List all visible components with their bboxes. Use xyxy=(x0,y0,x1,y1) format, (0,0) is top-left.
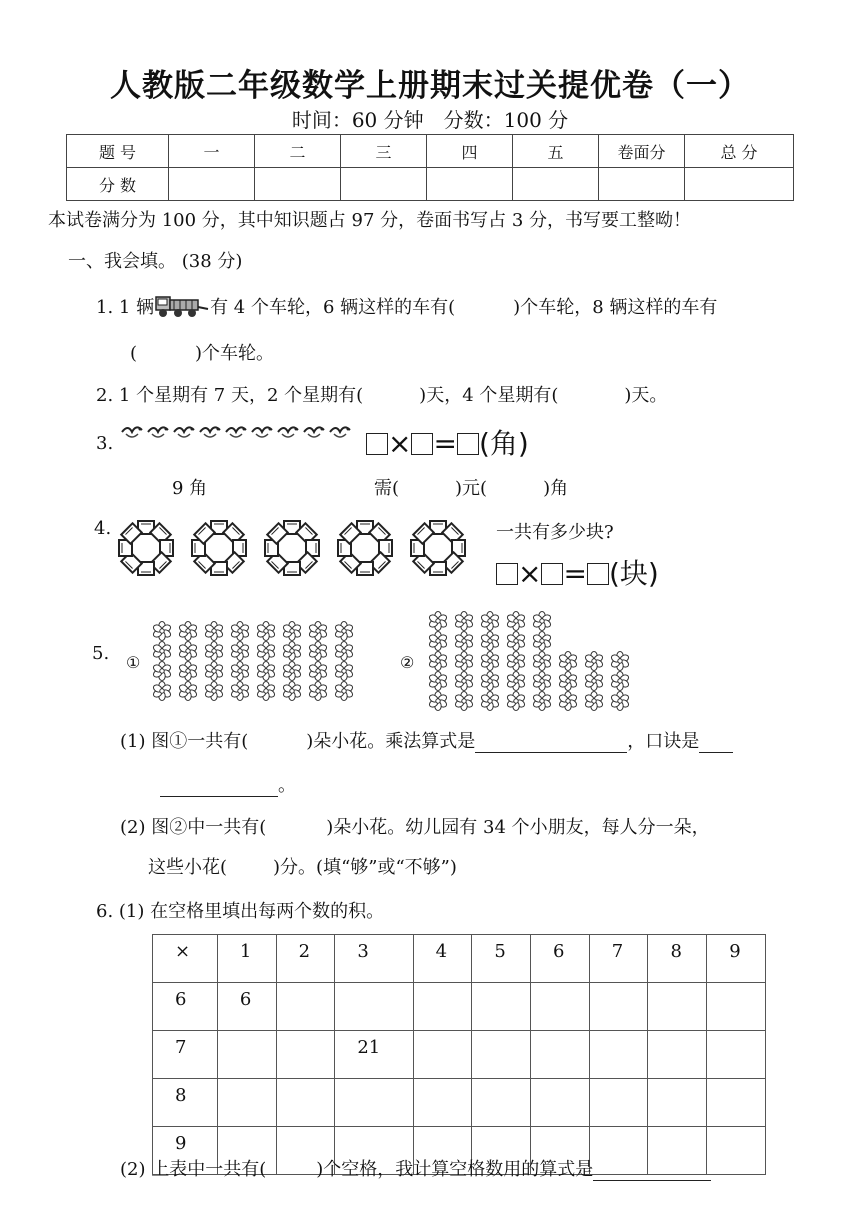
score-row-label: 分 数 xyxy=(67,168,169,201)
flower-icon xyxy=(308,622,328,641)
flower-grid-2 xyxy=(426,610,646,714)
mult-table-row-header: 6 xyxy=(153,983,218,1031)
flower-icon xyxy=(152,682,172,701)
score-header-cell: 四 xyxy=(427,135,513,168)
flower-icon xyxy=(256,642,276,661)
flower-icon xyxy=(532,692,552,711)
flower-icon xyxy=(152,642,172,661)
flower-icon xyxy=(506,692,526,711)
flower-icon xyxy=(584,672,604,691)
flower-icon xyxy=(532,632,552,651)
mult-table-cell[interactable] xyxy=(217,1031,276,1079)
flower-icon xyxy=(610,692,630,711)
flower-icon xyxy=(480,692,500,711)
mult-table-row-header: 7 xyxy=(153,1031,218,1079)
flower-icon xyxy=(334,642,354,661)
flower-icon xyxy=(480,652,500,671)
flower-icon xyxy=(454,612,474,631)
flower-icon xyxy=(204,682,224,701)
score-header-cell: 五 xyxy=(513,135,599,168)
flower-icon xyxy=(584,652,604,671)
flower-icon xyxy=(454,672,474,691)
q5-sub1-line2 xyxy=(160,771,296,797)
q5-sub1-rhyme-line[interactable] xyxy=(699,732,733,753)
flower-icon xyxy=(334,622,354,641)
q1-open-paren: ( xyxy=(130,343,138,364)
mult-table-cell[interactable] xyxy=(413,1079,472,1127)
q6-sub2-b: )个空格，我计算空格数用的算式是 xyxy=(316,1159,594,1180)
bird-icon xyxy=(226,427,246,437)
q2-text-b: )天，4 个星期有( xyxy=(419,385,559,406)
flower-icon xyxy=(204,662,224,681)
flower-icon xyxy=(282,642,302,661)
flower-icon xyxy=(178,682,198,701)
flower-icon xyxy=(256,682,276,701)
flower-icon xyxy=(282,662,302,681)
q4-num: 4. xyxy=(94,518,112,539)
fig2-label: ② xyxy=(400,653,415,672)
fig1-label: ① xyxy=(126,653,141,672)
flower-icon xyxy=(282,682,302,701)
exam-time-score: 时间：60 分钟 分数：100 分 xyxy=(291,108,569,132)
truck-icon xyxy=(154,293,210,317)
mult-table-header-cell: 5 xyxy=(472,935,531,983)
mult-table-row xyxy=(153,983,766,1031)
times-sign: × xyxy=(518,557,542,590)
flower-icon xyxy=(204,622,224,641)
flower-icon xyxy=(152,622,172,641)
q1-num: 1. 1 辆 xyxy=(96,297,155,318)
bird-icon xyxy=(200,427,220,437)
flower-icon xyxy=(506,612,526,631)
score-header-cell: 总 分 xyxy=(685,135,794,168)
q3-need-line xyxy=(374,474,568,500)
mult-table-header-cell: 1 xyxy=(217,935,276,983)
mult-table-cell[interactable] xyxy=(276,1031,335,1079)
mult-table-header-cell: 2 xyxy=(276,935,335,983)
score-header-cell: 题 号 xyxy=(67,135,169,168)
block-ring-icon xyxy=(411,521,465,575)
multiplication-table xyxy=(152,934,766,1175)
mult-table-cell[interactable] xyxy=(413,1031,472,1079)
flower-icon xyxy=(282,622,302,641)
score-header-cell: 一 xyxy=(169,135,255,168)
flower-grid-1 xyxy=(150,620,370,704)
q5-sub2-line2 xyxy=(148,853,457,879)
flower-icon xyxy=(506,652,526,671)
q5-sub2-b: )朵小花。幼儿园有 34 个小朋友，每人分一朵， xyxy=(326,817,710,838)
flower-icon xyxy=(558,692,578,711)
q5-sub1-a: (1) 图①一共有( xyxy=(120,731,249,752)
mult-table-header-cell: 3 xyxy=(335,935,413,983)
section-1-heading: 一、我会填。 (38 分) xyxy=(68,251,243,272)
q3-equation xyxy=(366,422,529,462)
flower-icon xyxy=(454,632,474,651)
q6-sub1: 6. (1) 在空格里填出每两个数的积。 xyxy=(96,901,385,922)
q3-box-1[interactable] xyxy=(366,433,388,455)
mult-table-cell[interactable] xyxy=(413,983,472,1031)
flower-icon xyxy=(480,632,500,651)
q3-need-a: 需( xyxy=(374,478,400,499)
score-table-value-row xyxy=(67,168,794,201)
q2-line xyxy=(96,381,667,407)
score-header-cell: 卷面分 xyxy=(599,135,685,168)
flower-icon xyxy=(334,662,354,681)
flower-icon xyxy=(256,622,276,641)
q5-sub2-line1 xyxy=(120,813,710,839)
flower-icon xyxy=(334,682,354,701)
score-cell[interactable] xyxy=(599,168,685,201)
block-ring-icon xyxy=(338,521,392,575)
bird-icon xyxy=(122,427,142,437)
instructions: 本试卷满分为 100 分，其中知识题占 97 分，卷面书写占 3 分，书写要工整呦！ xyxy=(48,210,692,231)
flower-icon xyxy=(178,662,198,681)
equals-sign: = xyxy=(563,557,587,590)
q1-close-text: )个车轮。 xyxy=(195,343,275,364)
q5-sub2-line2-b: )分。(填“够”或“不够”) xyxy=(273,857,457,878)
score-cell[interactable] xyxy=(169,168,255,201)
mult-table-cell[interactable] xyxy=(707,983,766,1031)
block-ring-icon xyxy=(265,521,319,575)
q5-sub1-equation-line[interactable] xyxy=(475,732,627,753)
bird-icon xyxy=(330,427,350,437)
q5-sub1-rhyme-line-2[interactable] xyxy=(160,776,278,797)
bird-icon xyxy=(174,427,194,437)
flower-icon xyxy=(532,672,552,691)
q4-unit: (块) xyxy=(608,557,659,590)
flower-icon xyxy=(152,662,172,681)
mult-table-cell[interactable] xyxy=(648,1031,707,1079)
q3-box-2[interactable] xyxy=(411,433,433,455)
q5-sub1-b: )朵小花。乘法算式是 xyxy=(306,731,476,752)
q2-text-c: )天。 xyxy=(624,385,668,406)
flower-icon xyxy=(454,652,474,671)
block-ring-row xyxy=(116,518,476,582)
flower-icon xyxy=(230,642,250,661)
flower-icon xyxy=(610,672,630,691)
flower-icon xyxy=(230,622,250,641)
q1-text-b: )个车轮，8 辆这样的车有 xyxy=(513,297,718,318)
flower-icon xyxy=(480,612,500,631)
flower-icon xyxy=(610,652,630,671)
mult-table-cell[interactable] xyxy=(531,1031,590,1079)
q2-text-a: 2. 1 个星期有 7 天，2 个星期有( xyxy=(96,385,364,406)
mult-table-cell[interactable] xyxy=(276,1079,335,1127)
q6-sub2-line xyxy=(120,1155,711,1181)
q5-sub2-line2-a: 这些小花( xyxy=(148,857,228,878)
flower-icon xyxy=(532,652,552,671)
mult-table-cell[interactable] xyxy=(648,1079,707,1127)
score-header-cell: 二 xyxy=(255,135,341,168)
score-cell[interactable] xyxy=(427,168,513,201)
q5-sub1-c: ，口诀是 xyxy=(627,731,700,752)
times-sign: × xyxy=(388,427,412,460)
flower-icon xyxy=(506,632,526,651)
score-header-cell: 三 xyxy=(341,135,427,168)
mult-table-cell[interactable] xyxy=(589,1031,648,1079)
flower-icon xyxy=(454,692,474,711)
q6-sub2-equation-line[interactable] xyxy=(593,1160,711,1181)
q6-sub2-a: (2) 上表中一共有( xyxy=(120,1159,267,1180)
block-ring-icon xyxy=(192,521,246,575)
score-cell[interactable] xyxy=(341,168,427,201)
q4-question: 一共有多少块? xyxy=(496,522,614,543)
mult-table-header-cell: 4 xyxy=(413,935,472,983)
q3-num: 3. xyxy=(96,433,114,454)
mult-table-cell[interactable] xyxy=(589,983,648,1031)
mult-table-cell[interactable] xyxy=(217,1079,276,1127)
q4-equation xyxy=(496,552,659,592)
flower-icon xyxy=(428,612,448,631)
flower-icon xyxy=(308,682,328,701)
page-title: 人教版二年级数学上册期末过关提优卷（一） xyxy=(110,68,750,104)
flower-icon xyxy=(178,642,198,661)
flower-icon xyxy=(558,652,578,671)
q5-sub1-line1 xyxy=(120,727,733,753)
q5-num: 5. xyxy=(92,643,110,664)
flower-icon xyxy=(428,632,448,651)
mult-table-row xyxy=(153,1079,766,1127)
q4-box-2[interactable] xyxy=(541,563,563,585)
mult-table-cell: 21 xyxy=(335,1031,413,1079)
mult-table-cell[interactable] xyxy=(335,983,413,1031)
q1-line2 xyxy=(130,339,274,365)
mult-table-cell[interactable] xyxy=(276,983,335,1031)
mult-table-cell[interactable] xyxy=(472,1031,531,1079)
mult-table-cell[interactable] xyxy=(531,983,590,1031)
mult-table-cell[interactable] xyxy=(707,1127,766,1175)
mult-table-cell[interactable] xyxy=(707,1079,766,1127)
q3-need-b: )元( xyxy=(455,478,488,499)
score-cell[interactable] xyxy=(513,168,599,201)
equals-sign: = xyxy=(433,427,457,460)
flower-icon xyxy=(256,662,276,681)
q1-text-a: 有 4 个车轮，6 辆这样的车有( xyxy=(210,297,456,318)
flower-icon xyxy=(428,672,448,691)
q5-sub1-end: 。 xyxy=(278,775,296,796)
q3-price: 9 角 xyxy=(172,478,208,499)
q4-box-3[interactable] xyxy=(587,563,609,585)
flower-icon xyxy=(480,672,500,691)
mult-table-cell[interactable] xyxy=(335,1079,413,1127)
score-table xyxy=(66,134,794,201)
mult-table-row-header: 9 xyxy=(153,1127,218,1175)
mult-table-corner: × xyxy=(153,935,218,983)
flower-icon xyxy=(308,662,328,681)
mult-table-cell[interactable] xyxy=(472,1079,531,1127)
flower-icon xyxy=(308,642,328,661)
bird-icon xyxy=(252,427,272,437)
q5-sub2-a: (2) 图②中一共有( xyxy=(120,817,267,838)
block-ring-icon xyxy=(119,521,173,575)
flower-icon xyxy=(230,682,250,701)
mult-table-cell[interactable] xyxy=(472,983,531,1031)
q3-box-3[interactable] xyxy=(457,433,479,455)
mult-table-cell[interactable] xyxy=(531,1079,590,1127)
mult-table-header-cell: 9 xyxy=(707,935,766,983)
mult-table-cell[interactable] xyxy=(707,1031,766,1079)
q4-box-1[interactable] xyxy=(496,563,518,585)
flower-icon xyxy=(506,672,526,691)
flower-icon xyxy=(178,622,198,641)
mult-table-header-cell: 6 xyxy=(531,935,590,983)
bird-icon xyxy=(278,427,298,437)
mult-table-header-row xyxy=(153,935,766,983)
flower-icon xyxy=(204,642,224,661)
mult-table-row xyxy=(153,1031,766,1079)
score-cell[interactable] xyxy=(685,168,794,201)
flower-icon xyxy=(428,652,448,671)
bird-icon-row xyxy=(118,420,358,446)
q3-need-c: )角 xyxy=(543,478,569,499)
mult-table-header-cell: 8 xyxy=(648,935,707,983)
score-cell[interactable] xyxy=(255,168,341,201)
q1-line1 xyxy=(96,293,717,319)
mult-table-cell[interactable] xyxy=(589,1079,648,1127)
flower-icon xyxy=(584,692,604,711)
flower-icon xyxy=(558,672,578,691)
score-table-header-row xyxy=(67,135,794,168)
mult-table-cell: 6 xyxy=(217,983,276,1031)
flower-icon xyxy=(428,692,448,711)
flower-icon xyxy=(230,662,250,681)
flower-icon xyxy=(532,612,552,631)
mult-table-cell[interactable] xyxy=(648,983,707,1031)
bird-icon xyxy=(304,427,324,437)
bird-icon xyxy=(148,427,168,437)
mult-table-row-header: 8 xyxy=(153,1079,218,1127)
q3-unit: (角) xyxy=(478,427,529,460)
mult-table-header-cell: 7 xyxy=(589,935,648,983)
